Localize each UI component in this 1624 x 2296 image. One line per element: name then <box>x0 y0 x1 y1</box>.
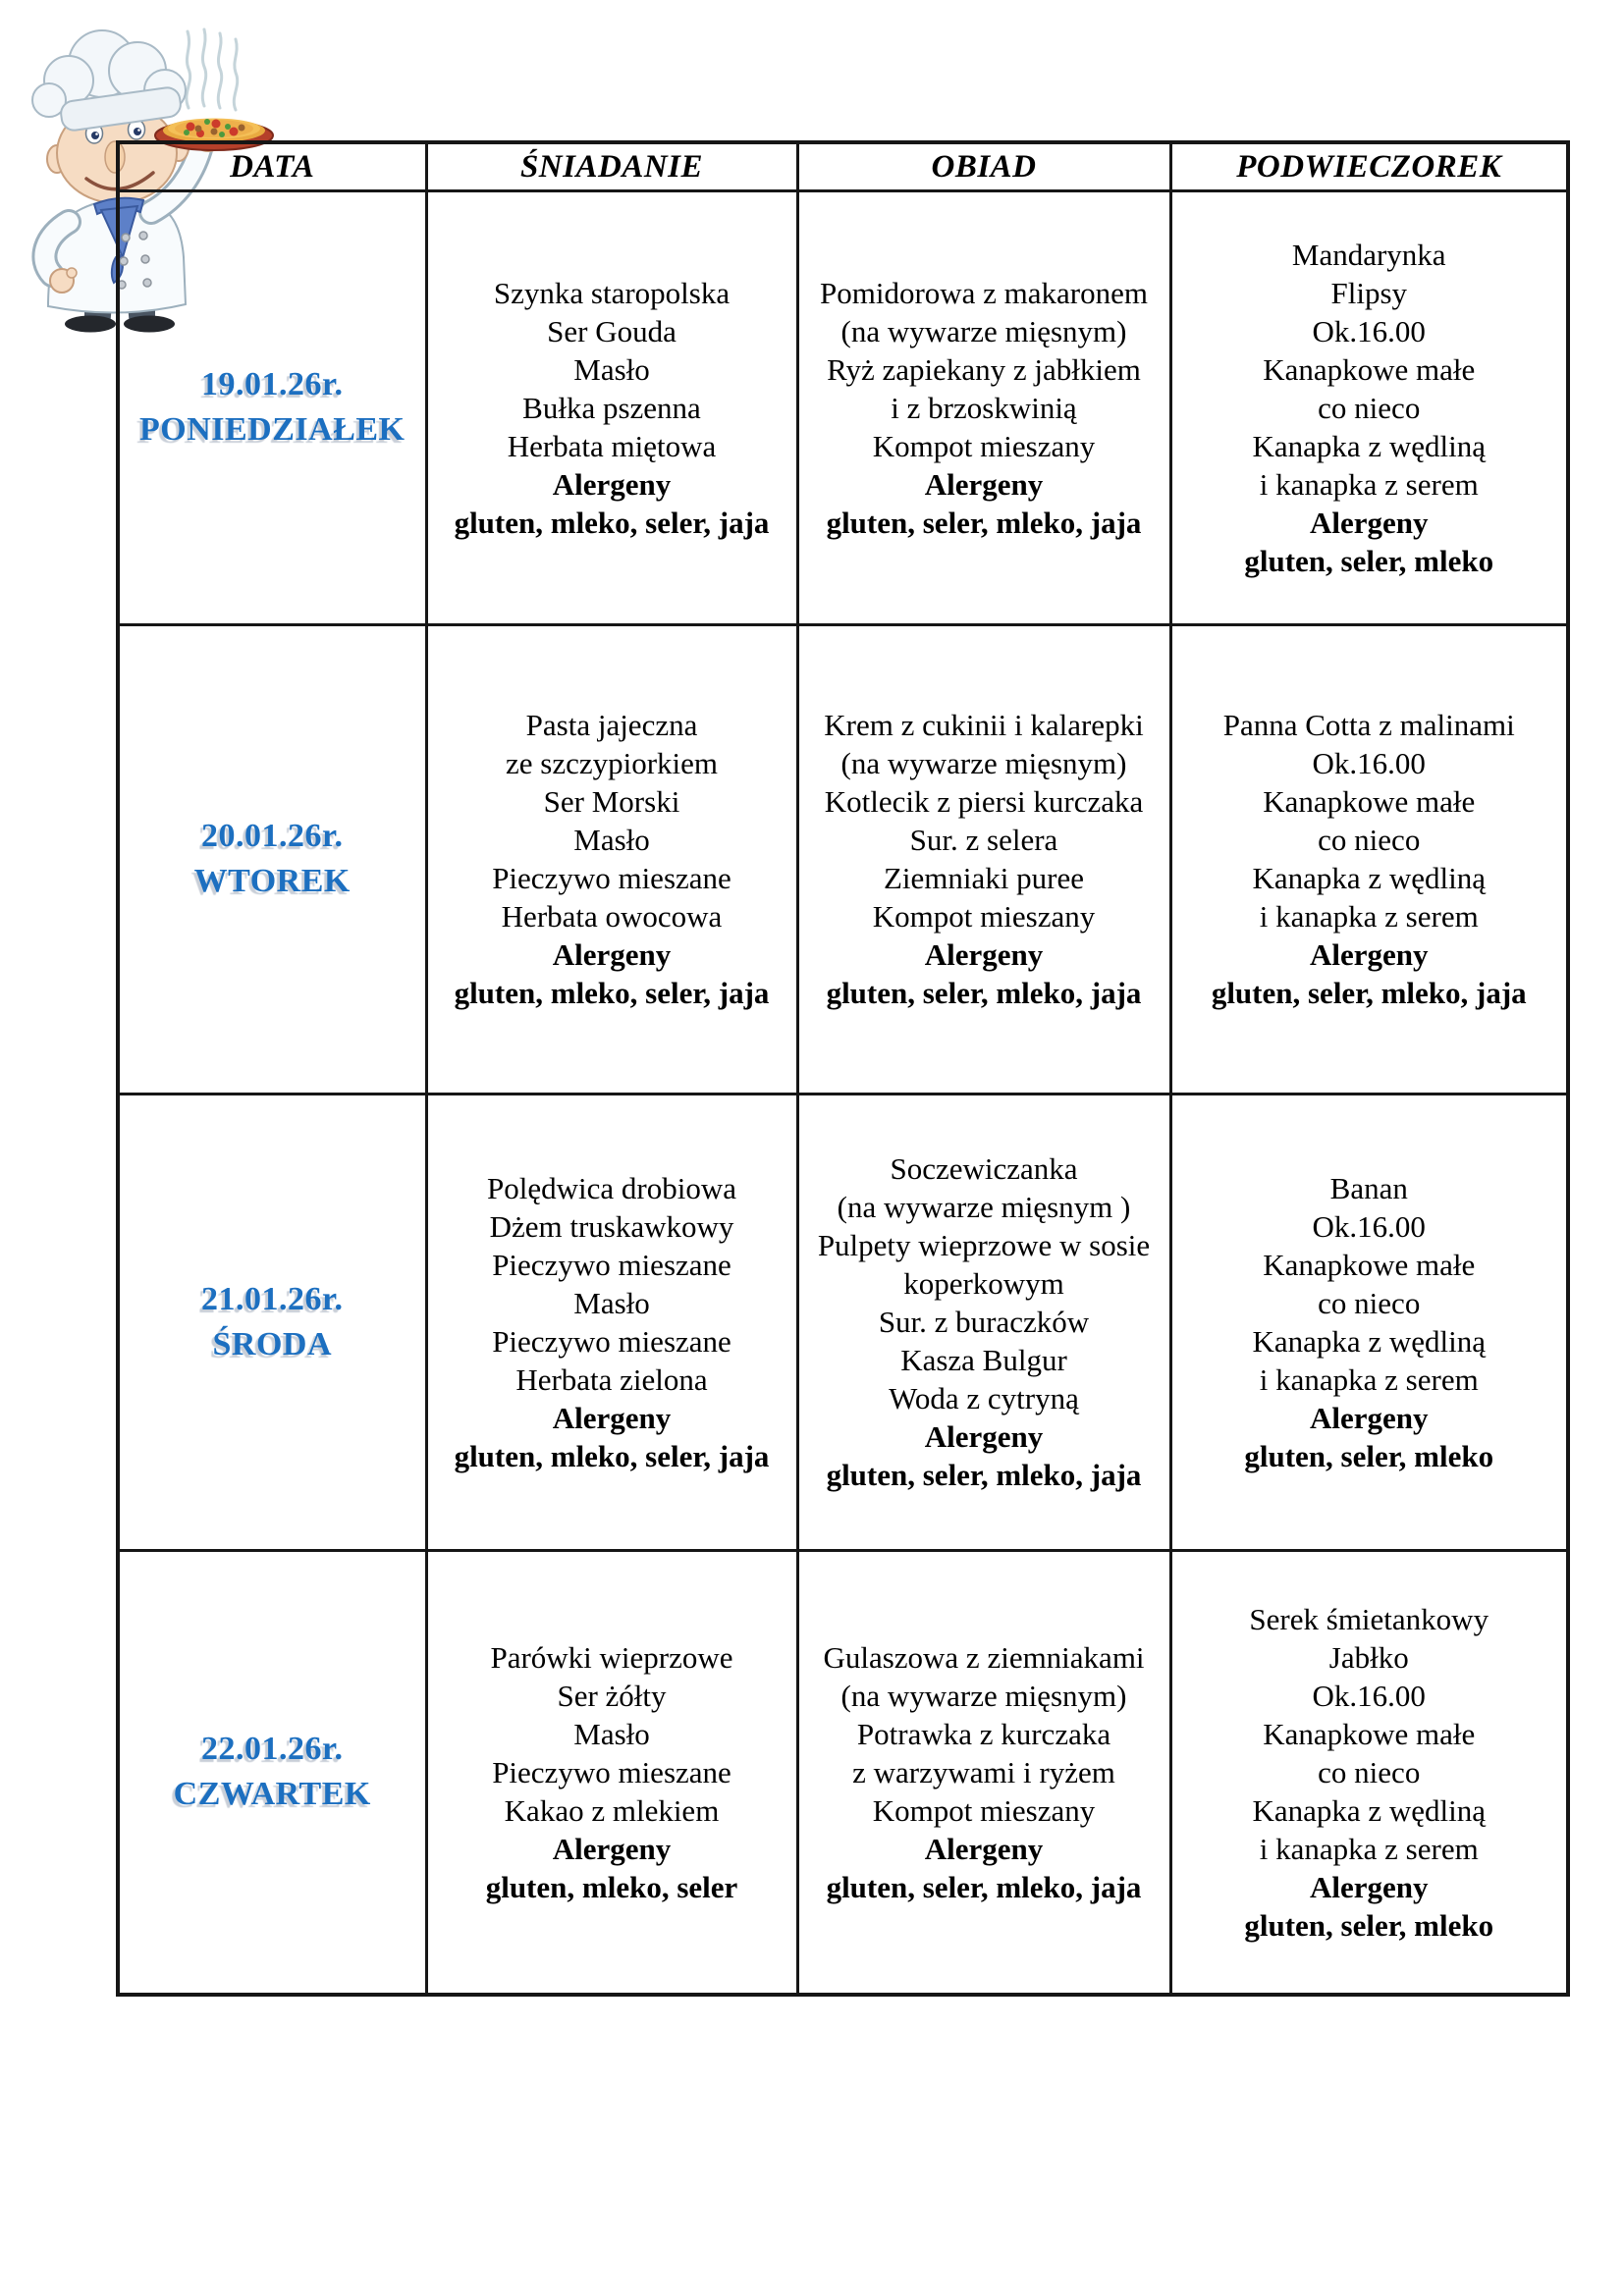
menu-item-line: Bułka pszenna <box>522 390 701 425</box>
date-label: 22.01.26r. <box>201 1731 344 1768</box>
breakfast-cell <box>426 624 797 1094</box>
menu-item-line: Kotlecik z piersi kurczaka <box>824 784 1144 819</box>
menu-item-line: Krem z cukinii i kalarepki <box>824 708 1144 742</box>
table-row-monday <box>118 190 1568 624</box>
allergens-list: gluten, seler, mleko, jaja <box>826 1869 1142 1904</box>
menu-item-line: Gulaszowa z ziemniakami <box>823 1639 1145 1675</box>
allergens-list: gluten, mleko, seler, jaja <box>454 1438 770 1473</box>
menu-item-line: Sur. z buraczków <box>878 1305 1090 1339</box>
menu-item-line: Ser Gouda <box>547 313 677 348</box>
date-label: 20.01.26r. <box>201 818 344 854</box>
menu-item-line: i z brzoskwinią <box>891 390 1077 425</box>
menu-item-line: Kanapka z wędliną <box>1252 1792 1487 1828</box>
day-label: PONIEDZIAŁEK <box>139 411 406 448</box>
column-header-data: DATA <box>118 142 426 190</box>
menu-item-line: Kanapkowe małe <box>1263 784 1476 819</box>
menu-item-line: Serek śmietankowy <box>1249 1601 1489 1636</box>
lunch-cell <box>797 624 1170 1094</box>
menu-item-line: Sur. z selera <box>909 823 1058 857</box>
allergens-label: Alergeny <box>1309 505 1429 540</box>
menu-item-line: Pieczywo mieszane <box>492 1754 731 1789</box>
date-cell <box>118 1094 426 1550</box>
allergens-label: Alergeny <box>552 1400 672 1435</box>
allergens-list: gluten, seler, mleko <box>1244 1438 1494 1473</box>
menu-item-line: Mandarynka <box>1291 237 1446 272</box>
menu-item-line: co nieco <box>1318 823 1421 857</box>
menu-item-line: Jabłko <box>1328 1639 1409 1675</box>
menu-item-line: Kanapka z wędliną <box>1252 1323 1487 1359</box>
menu-item-line: Herbata owocowa <box>501 899 723 934</box>
menu-item-line: (na wywarze mięsnym) <box>840 1678 1127 1713</box>
table-row-tuesday <box>118 624 1568 1094</box>
menu-item-line: Ser żółty <box>557 1678 667 1713</box>
date-label: 21.01.26r. <box>201 1280 344 1317</box>
allergens-label: Alergeny <box>1309 937 1429 972</box>
breakfast-cell <box>426 190 797 624</box>
breakfast-cell <box>426 1094 797 1550</box>
menu-item-line: (na wywarze mięsnym) <box>840 313 1127 348</box>
table-row-wednesday <box>118 1094 1568 1550</box>
menu-item-line: Kanapkowe małe <box>1263 1247 1476 1282</box>
menu-item-line: Banan <box>1329 1170 1408 1205</box>
menu-item-line: koperkowym <box>903 1266 1064 1301</box>
allergens-label: Alergeny <box>552 466 672 502</box>
menu-item-line: Flipsy <box>1330 275 1408 310</box>
allergens-list: gluten, seler, mleko <box>1244 543 1494 578</box>
menu-item-line: (na wywarze mięsnym ) <box>837 1190 1131 1224</box>
menu-item-line: Pieczywo mieszane <box>492 1247 731 1282</box>
day-label: WTOREK <box>193 863 351 899</box>
menu-item-line: Szynka staropolska <box>493 275 731 310</box>
menu-item-line: Kasza Bulgur <box>900 1343 1067 1377</box>
allergens-list: gluten, seler, mleko, jaja <box>1211 976 1527 1010</box>
menu-item-line: Ok.16.00 <box>1312 1208 1426 1244</box>
menu-item-line: Masło <box>573 1285 650 1320</box>
menu-item-line: co nieco <box>1318 390 1421 425</box>
menu-item-line: Polędwica drobiowa <box>487 1170 736 1205</box>
allergens-list: gluten, seler, mleko, jaja <box>826 505 1142 540</box>
snack-cell <box>1170 190 1568 624</box>
menu-item-line: Ziemniaki puree <box>884 861 1084 895</box>
column-header-obiad: OBIAD <box>797 142 1170 190</box>
menu-item-line: z warzywami i ryżem <box>852 1754 1115 1789</box>
menu-item-line: Dżem truskawkowy <box>489 1208 734 1244</box>
menu-item-line: co nieco <box>1318 1285 1421 1320</box>
menu-item-line: Parówki wieprzowe <box>490 1639 733 1675</box>
allergens-list: gluten, seler, mleko <box>1244 1907 1494 1943</box>
lunch-cell <box>797 1550 1170 1995</box>
chef-hat <box>32 30 186 132</box>
menu-item-line: Pulpety wieprzowe w sosie <box>817 1228 1151 1262</box>
menu-item-line: Ok.16.00 <box>1312 746 1426 780</box>
column-header-sniadanie: ŚNIADANIE <box>426 142 797 190</box>
menu-item-line: Masło <box>573 351 650 387</box>
menu-item-line: (na wywarze mięsnym) <box>840 746 1127 780</box>
snack-cell <box>1170 1550 1568 1995</box>
allergens-label: Alergeny <box>552 1831 672 1866</box>
menu-item-line: i kanapka z serem <box>1259 466 1479 502</box>
menu-item-line: Kanapkowe małe <box>1263 1716 1476 1751</box>
steam-lines <box>187 29 238 110</box>
allergens-label: Alergeny <box>1309 1869 1429 1904</box>
menu-item-line: Masło <box>573 1716 650 1751</box>
allergens-list: gluten, seler, mleko, jaja <box>826 976 1142 1010</box>
allergens-list: gluten, mleko, seler, jaja <box>454 976 770 1010</box>
day-label: ŚRODA <box>212 1325 333 1362</box>
snack-cell <box>1170 1094 1568 1550</box>
menu-item-line: Potrawka z kurczaka <box>856 1716 1111 1751</box>
date-cell <box>118 190 426 624</box>
menu-item-line: Panna Cotta z malinami <box>1222 708 1515 742</box>
lunch-cell <box>797 1094 1170 1550</box>
menu-item-line: Ser Morski <box>543 784 680 819</box>
menu-item-line: Masło <box>573 823 650 857</box>
allergens-label: Alergeny <box>1309 1400 1429 1435</box>
table-header-row <box>118 142 1568 190</box>
menu-table <box>116 140 1570 1997</box>
menu-item-line: Pieczywo mieszane <box>492 861 731 895</box>
allergens-label: Alergeny <box>924 937 1044 972</box>
menu-item-line: ze szczypiorkiem <box>505 746 719 780</box>
menu-item-line: Pomidorowa z makaronem <box>819 275 1149 310</box>
allergens-label: Alergeny <box>924 466 1044 502</box>
menu-item-line: Soczewiczanka <box>890 1151 1078 1186</box>
menu-item-line: Kanapka z wędliną <box>1252 428 1487 463</box>
column-header-podwieczorek: PODWIECZOREK <box>1170 142 1568 190</box>
menu-item-line: Pieczywo mieszane <box>492 1323 731 1359</box>
menu-item-line: Herbata zielona <box>515 1362 708 1397</box>
allergens-list: gluten, seler, mleko, jaja <box>826 1458 1142 1492</box>
menu-item-line: Kanapkowe małe <box>1263 351 1476 387</box>
date-label: 19.01.26r. <box>201 366 344 402</box>
allergens-list: gluten, mleko, seler <box>485 1869 738 1904</box>
lunch-cell <box>797 190 1170 624</box>
allergens-label: Alergeny <box>924 1419 1044 1454</box>
breakfast-cell <box>426 1550 797 1995</box>
day-label: CZWARTEK <box>173 1776 371 1813</box>
menu-item-line: Kanapka z wędliną <box>1252 861 1487 895</box>
date-cell <box>118 1550 426 1995</box>
menu-item-line: i kanapka z serem <box>1259 899 1479 934</box>
date-cell <box>118 624 426 1094</box>
menu-item-line: Kompot mieszany <box>872 1792 1096 1828</box>
menu-item-line: i kanapka z serem <box>1259 1362 1479 1397</box>
menu-item-line: Kakao z mlekiem <box>504 1792 720 1828</box>
allergens-label: Alergeny <box>552 937 672 972</box>
allergens-label: Alergeny <box>924 1831 1044 1866</box>
menu-item-line: i kanapka z serem <box>1259 1831 1479 1866</box>
menu-item-line: Woda z cytryną <box>889 1381 1079 1415</box>
menu-item-line: co nieco <box>1318 1754 1421 1789</box>
menu-item-line: Kompot mieszany <box>872 428 1096 463</box>
menu-item-line: Ryż zapiekany z jabłkiem <box>827 351 1141 387</box>
menu-item-line: Herbata miętowa <box>507 428 717 463</box>
snack-cell <box>1170 624 1568 1094</box>
menu-item-line: Ok.16.00 <box>1312 313 1426 348</box>
allergens-list: gluten, mleko, seler, jaja <box>454 505 770 540</box>
menu-item-line: Kompot mieszany <box>872 899 1096 934</box>
menu-item-line: Pasta jajeczna <box>525 708 698 742</box>
menu-item-line: Ok.16.00 <box>1312 1678 1426 1713</box>
table-row-thursday <box>118 1550 1568 1995</box>
